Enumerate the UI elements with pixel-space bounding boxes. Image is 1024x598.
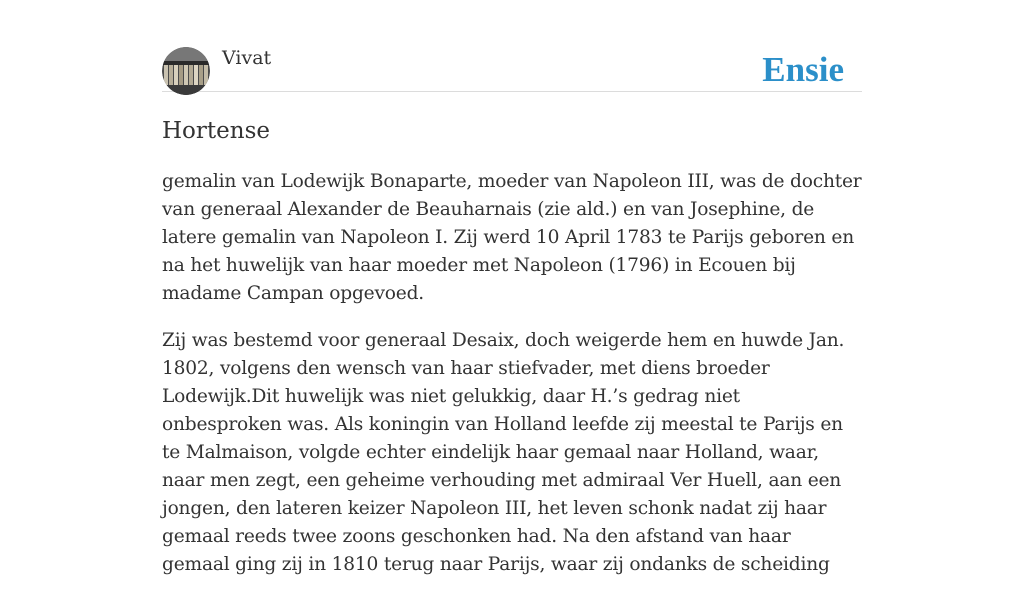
header bbox=[162, 0, 862, 92]
paragraph: Zij was bestemd voor generaal Desaix, doch weigerde hem en huwde Jan. 1802, volgens den wensch van haar stiefvader, met diens broeder Lodewijk.Dit huwelijk was niet gelukkig, daar H.’s gedrag niet onbesproken was. Als koningin van Holland leefde zij meestal te Parijs en te Malmaison, volgde echter eindelijk haar gemaal naar Holland, waar, naar men zegt, een geheime verhouding met admiraal Ver Huell, aan een jongen, den lateren keizer Napoleon III, het leven schonk nadat zij haar gemaal reeds twee zoons geschonken had. Na den afstand van haar gemaal ging zij in 1810 terug naar Parijs, waar zij ondanks de scheiding bbox=[162, 330, 845, 575]
article-body bbox=[162, 168, 862, 598]
brand-logo[interactable]: Ensie bbox=[762, 50, 844, 89]
author-name[interactable]: Vivat bbox=[222, 47, 272, 69]
avatar[interactable] bbox=[162, 47, 210, 95]
page bbox=[162, 0, 862, 575]
page-title: Hortense bbox=[162, 118, 270, 144]
bookshelf-avatar-icon bbox=[162, 47, 210, 95]
paragraph: gemalin van Lodewijk Bonaparte, moeder van Napoleon III, was de dochter van generaal Alexander de Beauharnais (zie ald.) en van Josephine, de latere gemalin van Napoleon I. Zij werd 10 April 1783 te Parijs geboren en na het huwelijk van haar moeder met Napoleon (1796) in Ecouen bij madame Campan opgevoed. bbox=[162, 171, 862, 304]
